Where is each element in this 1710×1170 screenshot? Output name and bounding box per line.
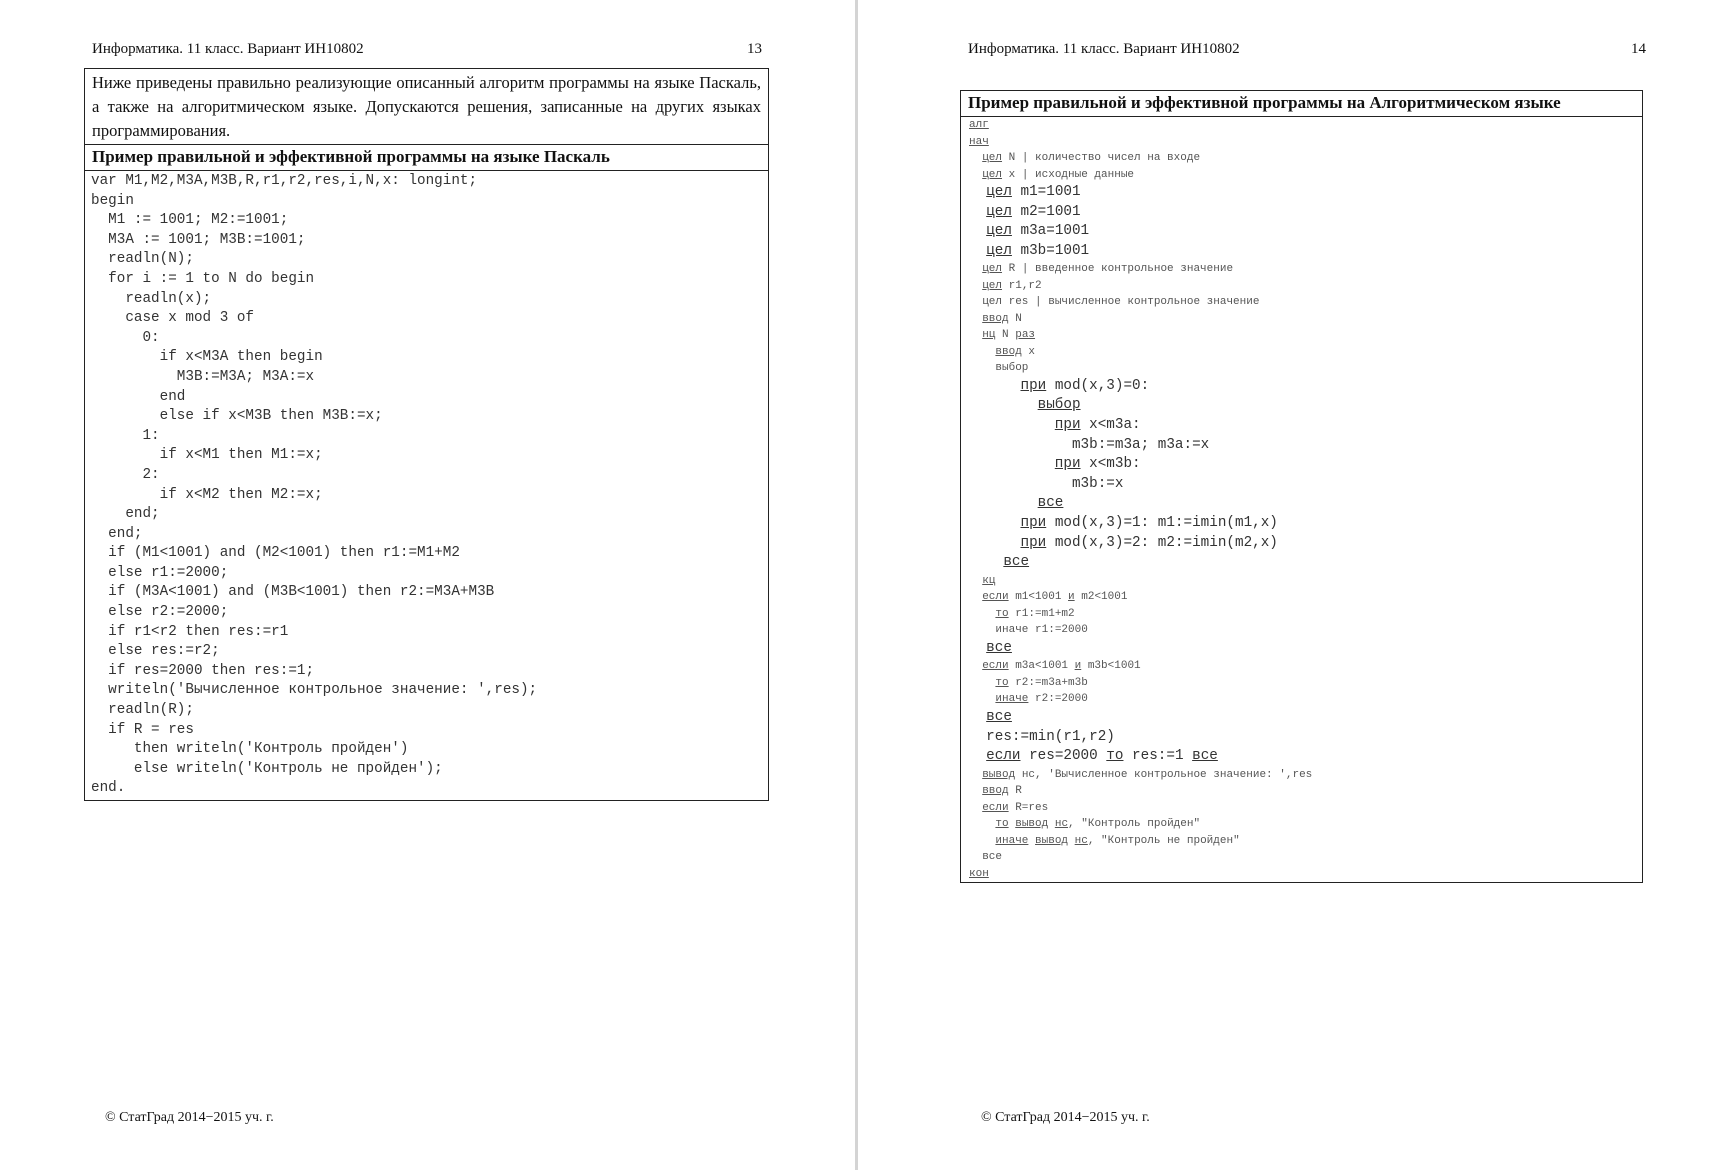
keyword: цел [986, 223, 1012, 240]
code-line: 0: [91, 329, 160, 346]
code-line: then writeln('Контроль пройден') [91, 741, 409, 758]
code-line: var M1,M2,M3A,M3B,R,r1,r2,res,i,N,x: longint; [91, 173, 478, 189]
code-line [969, 311, 1634, 328]
keyword: все [986, 708, 1012, 725]
keyword: все [1037, 495, 1064, 512]
keyword: при [1054, 456, 1081, 473]
code-line [969, 553, 1634, 573]
code-line [969, 767, 1634, 784]
keyword: цел [986, 203, 1012, 220]
code-line [969, 242, 1634, 262]
code-text: res:=min(r1,r2) [986, 728, 1115, 745]
keyword: при [1054, 417, 1081, 434]
code-text: выбор [995, 362, 1029, 375]
code-line: if R = res [91, 721, 194, 738]
code-line [969, 396, 1634, 416]
keyword: выбор [1037, 397, 1081, 414]
code-line: else writeln('Контроль не пройден'); [91, 760, 443, 777]
code-text: m3a=1001 [1011, 223, 1090, 240]
keyword: если [982, 591, 1009, 604]
keyword: вывод [1035, 834, 1069, 847]
keyword: нц [982, 329, 996, 342]
keyword: все [1192, 748, 1218, 765]
code-line [969, 436, 1634, 456]
code-line: else res:=r2; [91, 643, 220, 660]
keyword: вывод [1015, 818, 1049, 831]
keyword: ввод [982, 312, 1009, 325]
algo-program-box [960, 90, 1643, 883]
pascal-code-block [85, 171, 768, 800]
code-text: , "Контроль пройден" [1068, 818, 1201, 831]
code-text: m2<1001 [1074, 591, 1128, 604]
code-text: x<m3b: [1080, 456, 1141, 473]
code-line: for i := 1 to N do begin [91, 270, 315, 287]
code-text: R | введенное контрольное значение [1002, 263, 1234, 276]
keyword: раз [1015, 329, 1036, 342]
code-text: m3b:=x [1071, 475, 1124, 492]
code-line [969, 514, 1634, 534]
code-line [969, 639, 1634, 659]
code-line [969, 327, 1634, 344]
code-line: begin [91, 192, 134, 209]
code-line: 2: [91, 466, 160, 483]
code-text: нс, 'Вычисленное контрольное значение: ',res [1015, 768, 1313, 781]
keyword: цел [982, 279, 1003, 292]
code-line: 1: [91, 427, 160, 444]
page-footer: © СтатГрад 2014−2015 уч. г. [105, 1110, 274, 1125]
page-number: 14 [1631, 41, 1646, 57]
code-line: if res=2000 then res:=1; [91, 662, 315, 679]
code-line [969, 278, 1634, 295]
keyword: нс [1054, 818, 1069, 831]
code-line: readln(N); [91, 251, 194, 268]
code-text: R [1008, 785, 1022, 798]
code-line: case x mod 3 of [91, 310, 255, 327]
code-line [969, 377, 1634, 397]
code-text: m2=1001 [1011, 203, 1081, 220]
code-text: m1<1001 [1008, 591, 1069, 604]
keyword: то [995, 607, 1009, 620]
code-line: end. [91, 780, 126, 797]
code-line [969, 573, 1634, 590]
code-line [969, 261, 1634, 278]
code-line: readln(R); [91, 702, 194, 719]
code-line [969, 816, 1634, 833]
code-line [969, 708, 1634, 728]
code-text: x<m3a: [1080, 417, 1141, 434]
code-line [969, 344, 1634, 361]
keyword: все [986, 639, 1012, 656]
keyword: ввод [995, 345, 1022, 358]
code-line [969, 622, 1634, 639]
page-number: 13 [747, 41, 762, 57]
keyword: цел [986, 242, 1012, 259]
code-line: if (M3A<1001) and (M3B<1001) then r2:=M3A+M3B [91, 584, 495, 601]
algo-program-title: Пример правильной и эффективной программы на Алгоритмическом языке [961, 91, 1642, 117]
code-line [969, 416, 1634, 436]
code-line: else r2:=2000; [91, 604, 229, 621]
code-line [969, 866, 1634, 883]
code-text: res=2000 [1020, 748, 1107, 765]
keyword: кц [982, 574, 996, 587]
keyword: и [1068, 591, 1075, 604]
keyword: ввод [982, 785, 1009, 798]
code-line: readln(x); [91, 290, 212, 307]
page-header: Информатика. 11 класс. Вариант ИН10802 [968, 41, 1240, 57]
keyword: нс [1074, 834, 1088, 847]
code-line [969, 849, 1634, 866]
code-text: N [995, 329, 1016, 342]
code-text: r1,r2 [1002, 279, 1042, 292]
code-text: mod(x,3)=0: [1046, 377, 1150, 394]
code-text: m3b=1001 [1011, 242, 1090, 259]
code-text: , "Контроль не пройден" [1087, 834, 1240, 847]
code-line [969, 167, 1634, 184]
page-footer: © СтатГрад 2014−2015 уч. г. [981, 1110, 1150, 1125]
keyword: кон [969, 867, 989, 880]
code-text: x | исходные данные [1002, 168, 1135, 181]
code-line: M3B:=M3A; M3A:=x [91, 368, 315, 385]
code-line [969, 222, 1634, 242]
code-text: r2:=m3a+m3b [1008, 676, 1088, 689]
code-line: if x<M2 then M2:=x; [91, 486, 323, 503]
code-line [969, 658, 1634, 675]
keyword: нач [969, 135, 989, 148]
code-line: end; [91, 525, 143, 542]
keyword: при [1020, 515, 1047, 532]
code-line [969, 294, 1634, 311]
code-line: M3A := 1001; M3B:=1001; [91, 231, 306, 248]
keyword: цел [982, 168, 1003, 181]
code-line [969, 783, 1634, 800]
keyword: при [1020, 534, 1047, 551]
code-line: else r1:=2000; [91, 564, 229, 581]
code-line: writeln('Вычисленное контрольное значение: ',res); [91, 682, 538, 699]
code-line [969, 747, 1634, 767]
keyword: то [1106, 748, 1124, 765]
keyword: все [1003, 554, 1030, 571]
code-text: иначе r1:=2000 [995, 624, 1088, 637]
code-text: N [1008, 312, 1022, 325]
code-text: mod(x,3)=2: m2:=imin(m2,x) [1046, 534, 1278, 551]
code-line [969, 183, 1634, 203]
keyword: и [1074, 660, 1082, 673]
page-14 [858, 0, 1710, 1170]
code-line [969, 675, 1634, 692]
code-line [969, 475, 1634, 495]
code-line [969, 800, 1634, 817]
pascal-program-box [84, 68, 769, 801]
code-text: цел res | вычисленное контрольное значение [982, 296, 1260, 309]
code-line: end; [91, 506, 160, 523]
keyword: при [1020, 377, 1047, 394]
pascal-program-title: Пример правильной и эффективной программы на языке Паскаль [85, 145, 768, 171]
code-line [969, 728, 1634, 748]
keyword: если [986, 748, 1021, 765]
keyword: вывод [982, 768, 1016, 781]
code-line [969, 833, 1634, 850]
code-text: m1=1001 [1011, 184, 1081, 200]
code-line [969, 117, 1634, 134]
code-line [969, 150, 1634, 167]
code-line [969, 494, 1634, 514]
intro-paragraph: Ниже приведены правильно реализующие описанный алгоритм программы на языке Паскаль, а также на алгоритмическом языке. Допускаются решения, записанные на других языках программирования. [85, 69, 768, 145]
keyword: если [982, 801, 1009, 814]
code-text [1048, 818, 1055, 830]
code-line [969, 360, 1634, 377]
code-line: if r1<r2 then res:=r1 [91, 623, 289, 640]
code-text: m3a<1001 [1008, 660, 1075, 673]
code-line: if (M1<1001) and (M2<1001) then r1:=M1+M2 [91, 545, 460, 562]
code-text: m3b:=m3a; m3a:=x [1071, 436, 1210, 453]
code-text: все [982, 851, 1003, 864]
keyword: иначе [995, 693, 1029, 706]
code-line [969, 589, 1634, 606]
keyword: то [995, 818, 1009, 831]
code-line: end [91, 388, 186, 405]
code-text: r2:=2000 [1028, 693, 1088, 706]
code-text [1068, 835, 1075, 847]
code-text: N | количество чисел на входе [1002, 152, 1201, 164]
page-header: Информатика. 11 класс. Вариант ИН10802 [92, 41, 364, 57]
code-line [969, 606, 1634, 623]
code-text: R=res [1008, 801, 1049, 814]
code-text: mod(x,3)=1: m1:=imin(m1,x) [1046, 515, 1278, 532]
keyword: алг [969, 119, 989, 131]
code-line: if x<M3A then begin [91, 349, 323, 366]
code-line [969, 134, 1634, 151]
keyword: цел [982, 152, 1003, 164]
algo-code-block [961, 117, 1642, 882]
keyword: если [982, 660, 1009, 673]
code-line [969, 534, 1634, 554]
keyword: иначе [995, 834, 1029, 847]
code-line: if x<M1 then M1:=x; [91, 447, 323, 464]
keyword: то [995, 676, 1009, 689]
code-line: M1 := 1001; M2:=1001; [91, 212, 289, 229]
code-text: x [1021, 345, 1036, 358]
code-line: else if x<M3B then M3B:=x; [91, 408, 383, 425]
keyword: цел [986, 184, 1012, 200]
code-line [969, 203, 1634, 223]
code-text: res:=1 [1123, 748, 1193, 765]
code-text: r1:=m1+m2 [1008, 607, 1075, 620]
code-text: m3b<1001 [1081, 660, 1141, 673]
keyword: цел [982, 263, 1003, 276]
code-line [969, 455, 1634, 475]
code-line [969, 691, 1634, 708]
